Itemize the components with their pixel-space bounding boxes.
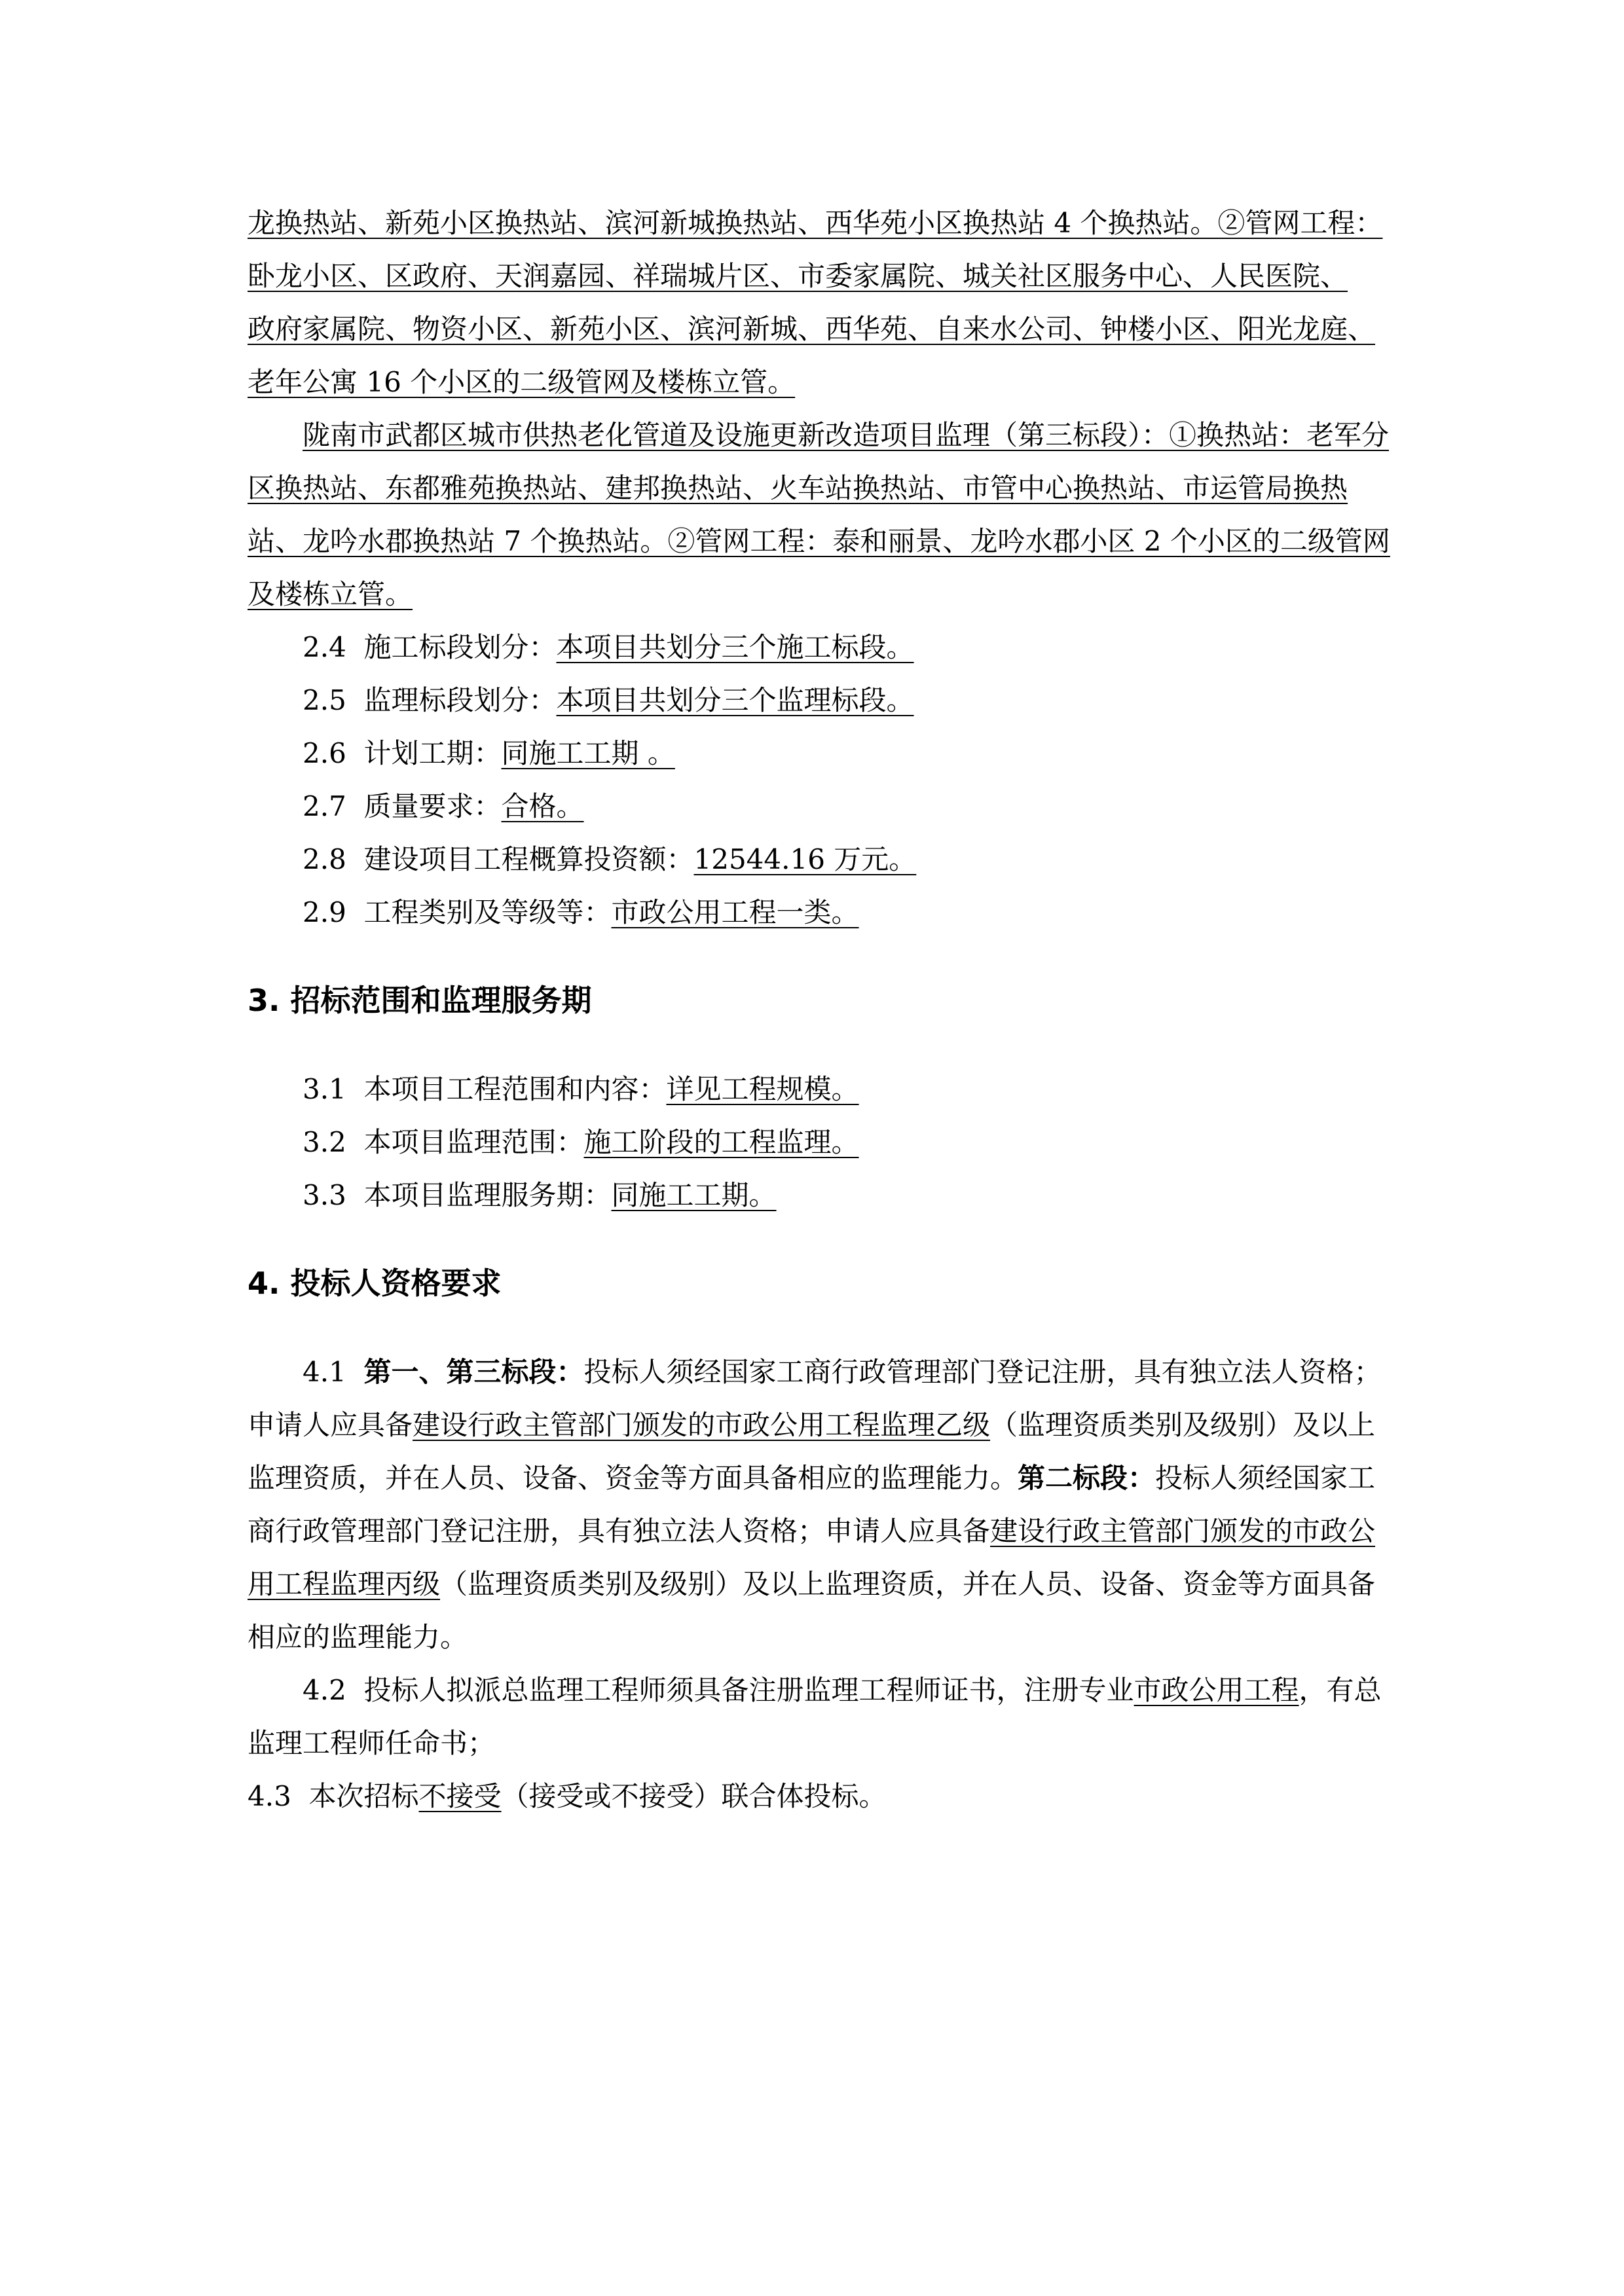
item-2-6 <box>248 727 1390 780</box>
item-2-7 <box>248 780 1390 833</box>
paragraph-4-1 <box>248 1345 1390 1664</box>
text: （监理资质类别及级别）及以上监理资质，并在人员、设备、资金等方面具备相应的监理能力。 <box>248 1568 1376 1653</box>
registered-specialty: 市政公用工程 <box>1134 1674 1299 1706</box>
text: （监理资质类别及级别）及以上监理资质，并在人员、设备、资金等方面具备相应的监理能力。 <box>248 1409 1376 1494</box>
item-3-3 <box>248 1169 1390 1222</box>
consortium-choice: 不接受 <box>418 1780 502 1812</box>
item-value: 同施工工期。 <box>611 1179 777 1211</box>
scale-line-4: 老年公寓 16 个小区的二级管网及楼栋立管。 <box>248 366 796 398</box>
item-number: 2.6 <box>303 737 346 769</box>
qualification-1: 建设行政主管部门颁发的市政公用工程监理乙级 <box>413 1409 991 1441</box>
item-value: 本项目共划分三个监理标段。 <box>556 684 914 716</box>
item-label: 计划工期： <box>363 737 502 769</box>
item-number: 2.9 <box>303 896 346 928</box>
scale-line-2: 卧龙小区、区政府、天润嘉园、祥瑞城片区、市委家属院、城关社区服务中心、人民医院、 <box>248 260 1348 292</box>
item-number: 4.1 <box>303 1356 346 1388</box>
item-label: 监理标段划分： <box>363 684 557 716</box>
item-3-1 <box>248 1063 1390 1116</box>
item-value: 本项目共划分三个施工标段。 <box>556 631 914 663</box>
item-3-2 <box>248 1116 1390 1169</box>
item-number: 3.1 <box>303 1073 346 1105</box>
document-page <box>248 196 1390 1823</box>
item-2-4 <box>248 621 1390 674</box>
text: 投标人拟派总监理工程师须具备注册监理工程师证书，注册专业 <box>363 1674 1134 1706</box>
item-label: 质量要求： <box>363 790 502 822</box>
scale-section-3-text: 陇南市武都区城市供热老化管道及设施更新改造项目监理（第三标段）：①换热站：老军分区换热站、东都雅苑换热站、建邦换热站、火车站换热站、市管中心换热站、市运管局换热站、龙吟水郡换热站 7 个换热站。②管网工程：泰和丽景、龙吟水郡小区 2 个小区的二级管网及楼栋立管。 <box>248 419 1390 610</box>
item-label: 工程类别及等级等： <box>363 896 612 928</box>
item-2-5 <box>248 674 1390 727</box>
item-value: 施工阶段的工程监理。 <box>583 1126 859 1158</box>
item-value: 同施工工期 。 <box>501 737 675 769</box>
item-label: 本项目监理范围： <box>363 1126 584 1158</box>
item-value: 详见工程规模。 <box>666 1073 859 1105</box>
bold-lot-label-1: 第一、第三标段： <box>363 1356 584 1388</box>
item-number: 2.7 <box>303 790 346 822</box>
item-number: 4.3 <box>248 1780 291 1812</box>
item-label: 本项目工程范围和内容： <box>363 1073 667 1105</box>
item-2-9 <box>248 886 1390 939</box>
paragraph-4-2 <box>248 1664 1390 1770</box>
scale-section-3-paragraph <box>248 409 1390 621</box>
item-number: 3.3 <box>303 1179 346 1211</box>
item-number: 2.5 <box>303 684 346 716</box>
scale-line-1: 龙换热站、新苑小区换热站、滨河新城换热站、西华苑小区换热站 4 个换热站。②管网工程： <box>248 207 1383 239</box>
section-3-heading: 3. 招标范围和监理服务期 <box>248 983 592 1018</box>
item-label: 施工标段划分： <box>363 631 557 663</box>
qualification-2: 建设行政主管部门颁发的市政公用工程监理丙级 <box>248 1515 1376 1600</box>
text: 本次招标 <box>308 1780 419 1812</box>
text: ，有总监理工程师任命书； <box>248 1674 1382 1759</box>
bold-lot-label-2: 第二标段： <box>1018 1462 1156 1494</box>
text: （接受或不接受）联合体投标。 <box>501 1780 887 1812</box>
text: 投标人须经国家工商行政管理部门登记注册，具有独立法人资格；申请人应具备 <box>248 1462 1376 1547</box>
item-label: 建设项目工程概算投资额： <box>363 843 694 875</box>
item-number: 2.8 <box>303 843 346 875</box>
paragraph-4-3 <box>248 1770 1390 1823</box>
item-value: 市政公用工程一类。 <box>611 896 859 928</box>
text: 投标人须经国家工商行政管理部门登记注册，具有独立法人资格；申请人应具备 <box>248 1356 1382 1441</box>
item-value: 12544.16 万元。 <box>693 843 917 875</box>
item-value: 合格。 <box>501 790 584 822</box>
scale-paragraph-continued <box>248 196 1390 409</box>
item-number: 3.2 <box>303 1126 346 1158</box>
item-label: 本项目监理服务期： <box>363 1179 612 1211</box>
section-4-heading: 4. 投标人资格要求 <box>248 1266 502 1301</box>
scale-line-3: 政府家属院、物资小区、新苑小区、滨河新城、西华苑、自来水公司、钟楼小区、阳光龙庭、 <box>248 313 1376 345</box>
item-number: 2.4 <box>303 631 346 663</box>
item-2-8 <box>248 833 1390 886</box>
item-number: 4.2 <box>303 1674 346 1706</box>
